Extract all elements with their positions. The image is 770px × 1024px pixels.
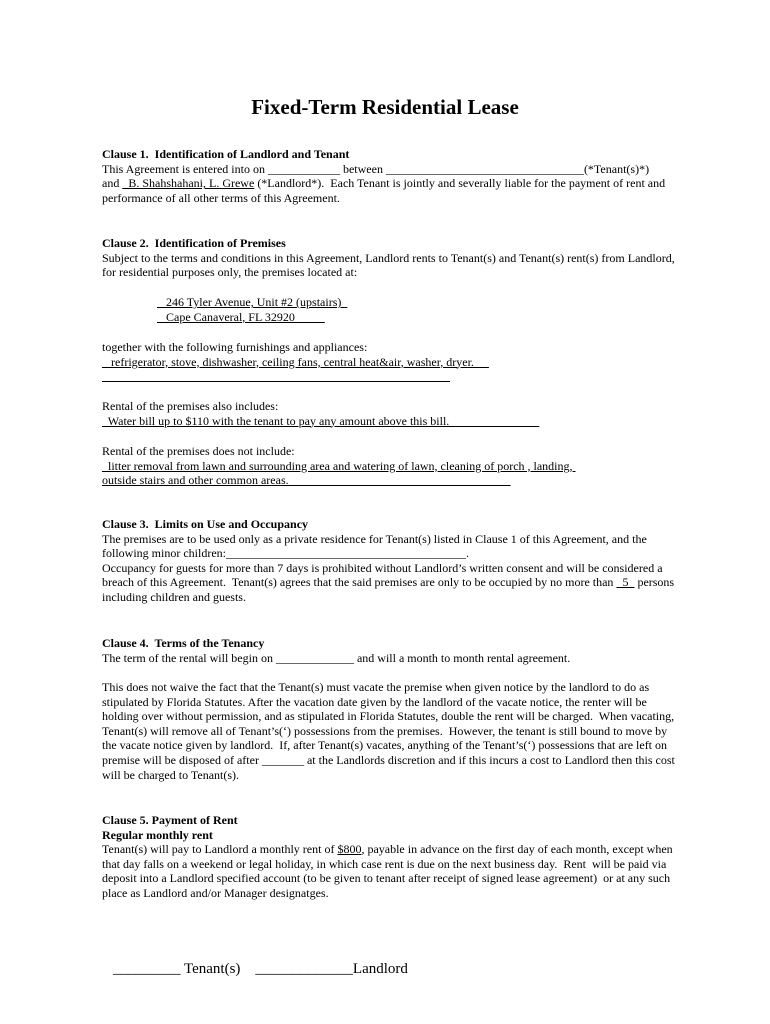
furnishings-blank-line	[102, 369, 722, 384]
clause-1-heading: Clause 1. Identification of Landlord and Tenant	[102, 147, 350, 161]
clause-2-heading: Clause 2. Identification of Premises	[102, 236, 286, 250]
clause-5-subheading: Regular monthly rent	[102, 827, 213, 842]
clause-4-p2-line: Tenant(s) will remove all of Tenant’s(‘) possessions from the premises. However, the tenant is still bound to move by	[102, 723, 668, 738]
clause-4-line-1: The term of the rental will begin on _____________ and will a month to month rental agreement.	[102, 650, 571, 665]
clause-4-p2-line: This does not waive the fact that the Tenant(s) must vacate the premise when given notice by the landlord to do as	[102, 680, 650, 694]
clause-5-heading: Clause 5. Payment of Rent	[102, 813, 238, 827]
clause-4-paragraph	[102, 680, 722, 782]
clause-5-line-1	[102, 842, 722, 857]
clause-1-line-1: This Agreement is entered into on ____________ between _________________________________(*Tenant(s)*)	[102, 161, 650, 176]
clause-1-line-2-prefix: and	[102, 176, 123, 191]
clause-3-heading: Clause 3. Limits on Use and Occupancy	[102, 517, 309, 531]
excludes-line-1: litter removal from lawn and surrounding area and watering of lawn, cleaning of porch , landing,	[102, 458, 576, 473]
tenant-signature: _________ Tenant(s)	[113, 961, 241, 977]
clause-5-line-1-prefix: Tenant(s) will pay to Landlord a monthly rent of	[102, 842, 338, 857]
clause-1	[102, 147, 722, 205]
clause-3-line-5: including children and guests.	[102, 589, 246, 604]
clause-2-line-1: Subject to the terms and conditions in this Agreement, Landlord rents to Tenant(s) and Tenant(s) rent(s) from Landlord,	[102, 250, 675, 265]
clause-3	[102, 517, 722, 605]
clause-4-p2-line: premise will be disposed of after _______ at the Landlords discretion and if this incurs a cost to Landlord then this cost	[102, 752, 675, 767]
landlord-names: _B. Shahshahani, L. Grewe	[122, 176, 255, 191]
clause-5-line-3: deposit into a Landlord specified account (to be given to tenant after receipt of signed lease agreement) or at any such	[102, 871, 671, 886]
clause-3-line-3: Occupancy for guests for more than 7 days is prohibited without Landlord’s written consent and will be considered a	[102, 560, 663, 575]
clause-1-line-2	[102, 176, 722, 191]
rental-includes	[102, 399, 722, 428]
clause-2-line-2: for residential purposes only, the premises located at:	[102, 265, 358, 280]
furnishings-section	[102, 340, 722, 384]
clause-3-line-4-prefix: breach of this Agreement. Tenant(s) agrees that the said premises are only to be occupied by no more than	[102, 575, 617, 590]
clause-3-line-4	[102, 575, 722, 590]
max-persons: _5_	[616, 575, 635, 590]
clause-5-line-1-suffix: , payable in advance on the first day of each month, except when	[361, 842, 673, 857]
clause-1-line-2-suffix: (*Landlord*). Each Tenant is jointly and severally liable for the payment of rent and	[254, 176, 666, 191]
address-line-2: Cape Canaveral, FL 32920	[157, 309, 325, 324]
premises-address	[157, 295, 770, 324]
monthly-rent-amount: $800	[337, 842, 362, 857]
document-title: Fixed-Term Residential Lease	[251, 95, 519, 119]
includes-text: Water bill up to $110 with the tenant to pay any amount above this bill.	[102, 413, 540, 428]
landlord-signature: _____________Landlord	[255, 961, 408, 977]
clause-5-line-2: that day falls on a weekend or legal holiday, in which case rent is due on the next business day. Rent will be paid via	[102, 856, 667, 871]
excludes-line-2: outside stairs and other common areas.	[102, 473, 511, 488]
clause-1-line-3: performance of all other terms of this Agreement.	[102, 190, 340, 205]
clause-3-line-1: The premises are to be used only as a private residence for Tenant(s) listed in Clause 1 of this Agreement, and the	[102, 531, 647, 546]
clause-4	[102, 636, 722, 665]
furnishings-list: refrigerator, stove, dishwasher, ceiling fans, central heat&air, washer, dryer.	[102, 354, 489, 369]
furnishings-intro: together with the following furnishings and appliances:	[102, 340, 368, 354]
rental-excludes	[102, 444, 722, 488]
signature-line	[113, 960, 408, 978]
clause-4-p2-line: will be charged to Tenant(s).	[102, 767, 240, 782]
excludes-intro: Rental of the premises does not include:	[102, 444, 295, 458]
clause-4-heading: Clause 4. Terms of the Tenancy	[102, 636, 265, 650]
address-line-1: 246 Tyler Avenue, Unit #2 (upstairs)	[157, 295, 348, 309]
clause-4-p2-line: the vacate notice given by landlord. If, after Tenant(s) vacates, anything of the Tenant’s(‘) possessions that are left on	[102, 738, 668, 753]
clause-5-line-4: place as Landlord and/or Manager designatges.	[102, 885, 329, 900]
clause-4-p2-line: stipulated by Florida Statutes. After the vacation date given by the landlord of the vacate notice, the renter will be	[102, 694, 647, 709]
clause-3-line-4-suffix: persons	[634, 575, 675, 590]
clause-4-p2-line: holding over without permission, and as stipulated in Florida Statutes, double the rent will be charged. When vacating,	[102, 709, 675, 724]
clause-2	[102, 236, 722, 280]
clause-3-line-2: following minor children:________________________________________.	[102, 546, 469, 561]
includes-intro: Rental of the premises also includes:	[102, 399, 279, 413]
clause-5	[102, 813, 722, 901]
